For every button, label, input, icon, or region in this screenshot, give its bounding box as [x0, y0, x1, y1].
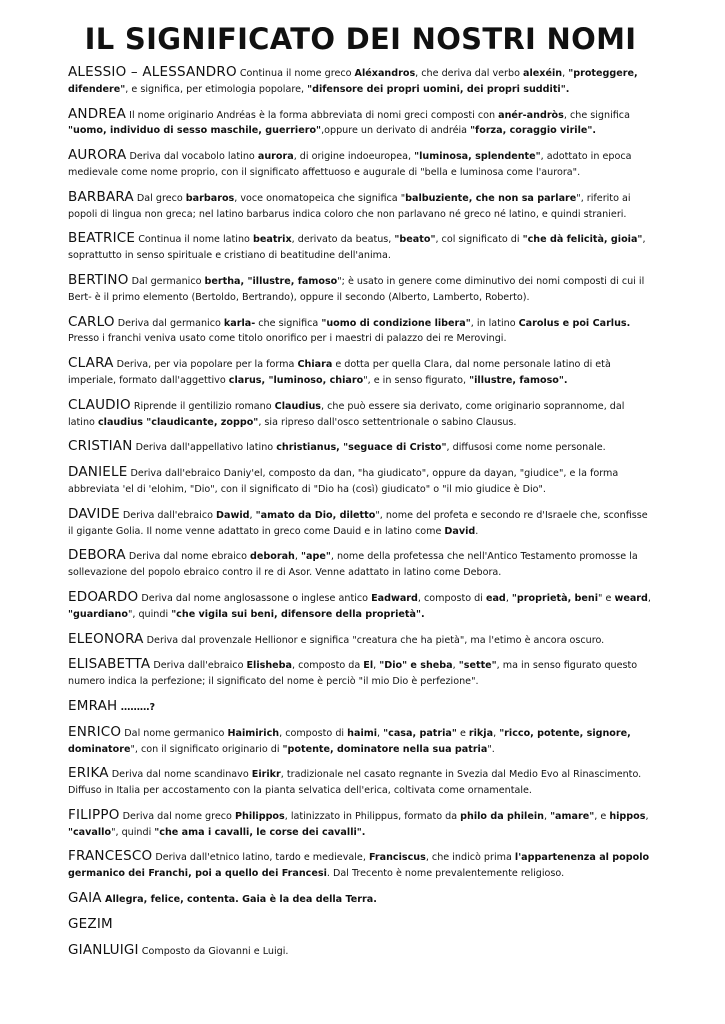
entry-text-bold: christianus, "seguace di Cristo" [276, 442, 447, 454]
entry-text-bold: El [363, 660, 374, 672]
entry-text: , in latino [470, 317, 519, 329]
entry-name: DEBORA [68, 547, 126, 564]
entry-text-bold: "casa, patria" [383, 727, 457, 739]
entry-text-bold: Chiara [297, 359, 333, 371]
entry-text: Composto da Giovanni e Luigi. [138, 945, 289, 957]
entry-text: , che indicò prima [425, 852, 515, 864]
entry-text: , composto di [279, 727, 348, 739]
entry-text: , e [594, 810, 610, 822]
entry-text-bold: "uomo, individuo di sesso maschile, guerriero" [68, 125, 322, 137]
entry-text: , [493, 727, 500, 739]
entry-text-bold: "proteggere, difendere" [68, 68, 638, 95]
entry-text-bold: barbaros [185, 192, 235, 204]
entry-text: Deriva dall'ebraico [119, 509, 217, 521]
entry-text: , di origine indoeuropea, [293, 151, 415, 163]
entry-text: , [249, 509, 256, 521]
entry-text-bold: Aléxandros [354, 68, 416, 79]
entry-text-bold: Claudius [274, 400, 322, 412]
name-entry [68, 231, 653, 264]
entry-text: Deriva dal nome anglosassone o inglese antico [138, 592, 372, 604]
entry-text: , composto di [417, 592, 486, 604]
entry-text: ". [487, 743, 495, 755]
entry-text-bold: Eadward [371, 592, 418, 604]
entry-name: CLAUDIO [68, 396, 131, 413]
entry-text: Presso i franchi veniva usato come titolo onorifico per i maestri di palazzo dei re Merovingi. [68, 333, 507, 345]
entry-text: , nome della profetessa che nell'Antico Testamento promosse la sollevazione del popolo ebraico contro il re di Asor. Venne adattato in latino come Debora. [68, 551, 638, 579]
entry-text: , sia ripreso dall'osco settentrionale o sabino Clausus. [258, 416, 517, 428]
name-entry [68, 657, 653, 690]
entry-text: Dal germanico [128, 275, 205, 287]
name-entry [68, 699, 653, 716]
entry-text-bold: Franciscus [368, 852, 426, 864]
entry-text: Continua il nome greco [236, 68, 355, 79]
entry-text: , [505, 592, 512, 604]
entry-text: e dotta per quella Clara, dal nome personale latino di età imperiale, formato dall'aggettivo [68, 359, 611, 386]
entry-name: BARBARA [68, 188, 134, 205]
entry-text: ", quindi [127, 608, 172, 620]
entry-name: DAVIDE [68, 505, 120, 522]
entry-text: , e significa, per etimologia popolare, [125, 83, 308, 95]
entry-name: BERTINO [68, 271, 129, 288]
entry-text: ", riferito ai popoli di lingua non greca; nel latino barbarus indica coloro che non parlavano né greco né latino, e quindi stranieri. [68, 192, 631, 220]
entry-text-bold: ………? [117, 701, 156, 713]
entry-text-bold: "che ama i cavalli, le corse dei cavalli". [154, 826, 366, 838]
entry-text-bold: "che vigila sui beni, difensore della proprietà". [171, 608, 425, 620]
entry-text-bold: "ape" [301, 551, 331, 563]
entry-text-bold: philo da philein [460, 810, 544, 822]
entry-text-bold: aurora [257, 151, 294, 163]
entry-text: , ma in senso figurato questo numero indica la perfezione; il significato del nome è perciò "il mio Dio è perfezione". [68, 660, 638, 688]
entry-text-bold: "sette" [458, 660, 497, 672]
entry-text-bold: hippos [609, 810, 646, 822]
entry-text-bold: "uomo di condizione libera" [321, 317, 471, 329]
entry-name: BEATRICE [68, 230, 136, 247]
entry-text-bold: haimi [347, 727, 378, 739]
entry-text-bold: "illustre, famoso". [469, 374, 568, 386]
entry-text-bold: "proprietà, beni [511, 592, 599, 604]
entry-text-bold: clarus, "luminoso, chiaro [228, 374, 364, 386]
name-entry [68, 849, 653, 882]
name-entry [68, 725, 653, 758]
entry-text-bold: bertha, "illustre, famoso [204, 275, 338, 287]
entry-text: . Dal Trecento è nome prevalentemente religioso. [326, 868, 565, 880]
entry-text: Continua il nome latino [135, 234, 253, 246]
entry-text: , tradizionale nel casato regnante in Svezia dal Medio Evo al Rinascimento. Diffuso in Italia per accostamento con la pianta selvatica dell'erica, coltivata come ornamentale. [68, 769, 642, 797]
entry-text: Deriva dal germanico [114, 317, 224, 329]
entry-name: ENRICO [68, 723, 122, 740]
entry-text-bold: "Dio" e sheba [379, 660, 453, 672]
entry-text: , [294, 551, 301, 563]
entry-text-bold: "difensore dei propri uomini, dei propri sudditi". [307, 83, 570, 95]
entry-text-bold: balbuziente, che non sa parlare [405, 192, 577, 204]
name-entry [68, 107, 653, 140]
entry-text: Deriva dall'appellativo latino [132, 442, 277, 454]
entry-name: GIANLUIGI [68, 941, 139, 958]
entry-name: FRANCESCO [68, 848, 153, 865]
entry-text: Deriva dal nome scandinavo [108, 769, 252, 781]
entry-text-bold: "amare" [550, 810, 595, 822]
entry-text-bold: Carolus e poi Carlus. [518, 317, 631, 329]
entry-text: , composto da [292, 660, 364, 672]
entry-text: Deriva, per via popolare per la forma [113, 359, 298, 371]
entry-text-bold: "potente, dominatore nella sua patria [282, 743, 488, 755]
entry-text-bold: "guardiano [68, 608, 128, 620]
entry-text: Dal greco [133, 192, 186, 204]
entry-text: , adottato in epoca medievale come nome proprio, con il significato affettuoso e augurale di "bella e luminosa come l'aurora". [68, 151, 632, 178]
entry-text: , che deriva dal verbo [415, 68, 524, 79]
entry-text: Il nome originario Andréas è la forma abbreviata di nomi greci composti con [126, 109, 499, 121]
entry-text: ", quindi [111, 826, 155, 838]
entry-text: , che significa [563, 109, 630, 121]
entry-text: Deriva dal nome ebraico [125, 551, 251, 563]
entry-text-bold: "cavallo [68, 826, 112, 838]
entry-text-bold: Elisheba [246, 660, 293, 672]
entry-text-bold: "ricco, potente, signore, dominatore [68, 727, 631, 755]
name-entry [68, 766, 653, 799]
entry-name: ANDREA [68, 105, 127, 122]
name-entry [68, 943, 653, 960]
entry-name: CARLO [68, 313, 115, 330]
entry-text: , latinizzato in Philippus, formato da [284, 810, 461, 822]
entry-text-bold: alexéin [523, 68, 563, 79]
entry-text: e [456, 727, 469, 739]
entry-text: "; è usato in genere come diminutivo dei nomi composti di cui il Bert- è il primo elemento (Bertoldo, Bertrando), oppure il secondo (Alberto, Lamberto, Roberto). [68, 275, 645, 303]
entry-text-bold: Allegra, felice, contenta. Gaia è la dea della Terra. [101, 894, 377, 906]
entry-text-bold: Eirikr [251, 769, 281, 781]
entry-name: ELEONORA [68, 630, 144, 647]
name-entry [68, 148, 653, 181]
page-title: IL SIGNIFICATO DEI NOSTRI NOMI [84, 22, 637, 56]
entry-text-bold: karla- [223, 317, 256, 329]
entry-text: Deriva dal provenzale Hellionor e significa "creatura che ha pietà", ma l'etimo è ancora oscuro. [143, 634, 605, 646]
name-entry [68, 465, 653, 498]
entry-text: , [562, 68, 569, 79]
entry-text: ", e in senso figurato, [363, 374, 470, 386]
entry-name: GAIA [68, 890, 102, 907]
entry-text: , [373, 660, 380, 672]
entry-text: , diffusosi come nome personale. [446, 442, 606, 454]
entry-text: Dal nome germanico [121, 727, 228, 739]
entry-name: AURORA [68, 147, 127, 164]
entry-text-bold: Philippos [234, 810, 285, 822]
name-entry [68, 808, 653, 841]
name-entry [68, 65, 653, 98]
entry-text: Deriva dall'ebraico Daniy'el, composto da dan, "ha giudicato", oppure da dayan, "giudice", e la forma abbreviata 'el di 'elohim, "Dio", con il significato di "Dio ha (così) giudicato" o "il mio giudice è Dio". [68, 468, 619, 495]
entry-text: ", con il significato originario di [130, 743, 283, 755]
name-entry [68, 398, 653, 431]
entry-text-bold: rikja [468, 727, 494, 739]
entry-text-bold: "luminosa, splendente" [414, 151, 541, 163]
entry-text-bold: Dawid [216, 509, 250, 521]
name-entry [68, 315, 653, 348]
name-entry [68, 439, 653, 456]
entry-text: , [543, 810, 551, 822]
entry-name: ELISABETTA [68, 656, 151, 673]
entry-text: , col significato di [435, 234, 523, 246]
entry-text: , che può essere sia derivato, come originario soprannome, dal latino [68, 400, 625, 428]
entry-text-bold: l'appartenenza al popolo germanico dei Franchi, poi a quello dei Francesi [68, 852, 650, 880]
entry-text: Deriva dall'ebraico [150, 660, 247, 672]
entry-text: Deriva dal nome greco [119, 810, 235, 822]
entry-text-bold: anér-andròs [498, 109, 564, 121]
name-entry [68, 273, 653, 306]
entry-text: , [647, 592, 651, 604]
entry-text: ", nome del profeta e secondo re d'Israele che, sconfisse il gigante Golia. Il nome venne adattato in greco come Dauid e in latino come [68, 509, 648, 537]
entry-text-bold: beatrix [252, 234, 292, 246]
entry-text: Deriva dall'etnico latino, tardo e medievale, [152, 852, 369, 864]
entry-text-bold: "beato" [394, 234, 436, 246]
entry-text-bold: Haimirich [227, 727, 280, 739]
name-entry [68, 548, 653, 581]
name-entry [68, 507, 653, 540]
entry-name: EDOARDO [68, 588, 139, 605]
entry-text: , derivato da beatus, [291, 234, 395, 246]
entry-text-bold: claudius "claudicante, zoppo" [97, 416, 259, 428]
entry-name: DANIELE [68, 464, 128, 481]
name-entry [68, 917, 653, 934]
entry-text: ,oppure un derivato di andréia [321, 125, 471, 137]
name-entry [68, 190, 653, 223]
entry-text: , [645, 810, 649, 822]
name-entry [68, 632, 653, 649]
name-entry [68, 891, 653, 908]
entry-text: , soprattutto in senso spirituale e cristiano di beatitudine dell'anima. [68, 234, 646, 262]
entry-name: GEZIM [68, 915, 113, 932]
entry-name: ALESSIO – ALESSANDRO [68, 64, 237, 80]
name-entry [68, 356, 653, 389]
names-list [68, 65, 653, 959]
entry-text: che significa [255, 317, 322, 329]
entry-text: . [475, 525, 479, 537]
entry-name: CRISTIAN [68, 438, 133, 455]
entry-text-bold: "amato da Dio, diletto [255, 509, 376, 521]
entry-text: Riprende il gentilizio romano [130, 400, 275, 412]
entry-text-bold: ead [485, 592, 506, 604]
entry-name: FILIPPO [68, 806, 120, 823]
entry-text-bold: "forza, coraggio virile". [470, 125, 597, 137]
entry-name: EMRAH [68, 697, 118, 714]
entry-text: , [377, 727, 384, 739]
entry-text-bold: weard [614, 592, 648, 604]
entry-text-bold: "che dà felicità, gioia" [522, 234, 643, 246]
name-entry [68, 590, 653, 623]
entry-text-bold: deborah [250, 551, 295, 563]
entry-text-bold: David [444, 525, 476, 537]
entry-text: , [452, 660, 459, 672]
entry-name: ERIKA [68, 765, 109, 782]
entry-name: CLARA [68, 355, 114, 372]
entry-text: , voce onomatopeica che significa " [234, 192, 406, 204]
entry-text: Deriva dal vocabolo latino [126, 151, 258, 163]
entry-text: " e [598, 592, 615, 604]
